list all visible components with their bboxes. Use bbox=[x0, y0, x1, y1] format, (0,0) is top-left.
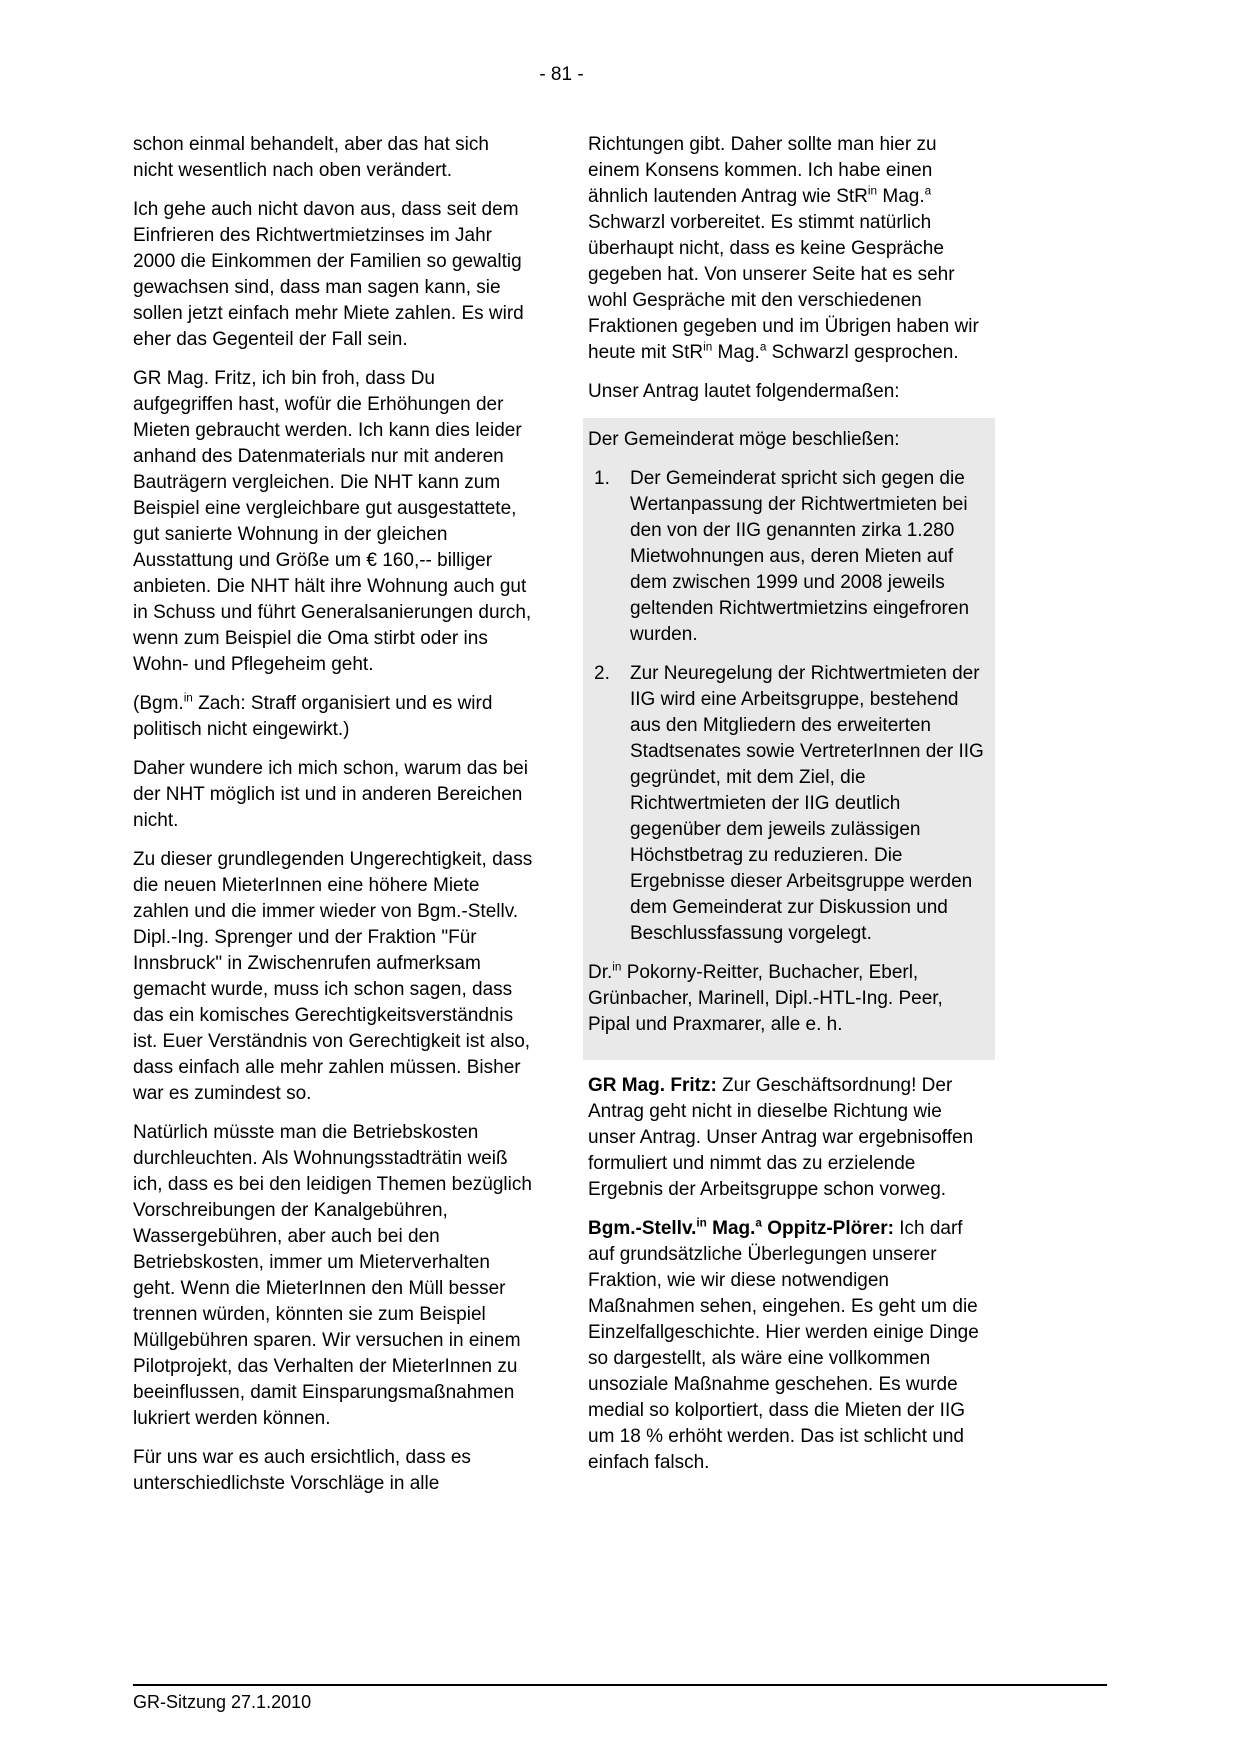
text-run: Zur Neuregelung der Richtwertmieten der IIG wird eine Arbeitsgruppe, bestehend aus den Mitgliedern des erweiterten Stadtsenates sowie VertreterInnen der IIG gegründet, mit dem Ziel, die Richtwertmieten der IIG deutlich gegenüber dem jeweils zulässigen Höchstbetrag zu reduzieren. Die Ergebnisse dieser Arbeitsgruppe werden dem Gemeinderat zur Diskussion und Beschlussfassung vorgelegt. bbox=[630, 663, 984, 944]
superscript-run: in bbox=[696, 1216, 707, 1230]
text-run: Der Gemeinderat möge beschließen: bbox=[588, 429, 900, 450]
text-run: schon einmal behandelt, aber das hat sich nicht wesentlich nach oben verändert. bbox=[133, 134, 489, 181]
text-run: Unser Antrag lautet folgendermaßen: bbox=[588, 381, 900, 402]
paragraph-left-1 bbox=[133, 132, 533, 184]
text-run: Mag. bbox=[706, 1218, 756, 1239]
motion-item-1-number: 1. bbox=[594, 468, 610, 489]
text-run: Für uns war es auch ersichtlich, dass es unterschiedlichste Vorschläge in alle bbox=[133, 1447, 471, 1494]
superscript-run: in bbox=[183, 691, 193, 705]
text-run: Oppitz-Plörer: bbox=[761, 1218, 894, 1239]
paragraph-left-3 bbox=[133, 366, 533, 678]
motion-item-2-text bbox=[630, 661, 990, 947]
two-column-body bbox=[133, 132, 990, 1510]
paragraph-left-7 bbox=[133, 1120, 533, 1432]
motion-item-2-number: 2. bbox=[594, 663, 610, 684]
text-run: Pokorny-Reitter, Buchacher, Eberl, Grünbacher, Marinell, Dipl.-HTL-Ing. Peer, Pipal und Praxmarer, alle e. h. bbox=[588, 962, 943, 1035]
text-run: Ich darf auf grundsätzliche Überlegungen unserer Fraktion, wie wir diese notwendigen Maßnahmen sehen, eingehen. Es geht um die Einzelfallgeschichte. Hier werden einige Dinge so dargestellt, als wäre eine vollkommen unsoziale Maßnahme geschehen. Es wurde medial so kolportiert, dass die Mieten der IIG um 18 % erhöht werden. Das ist schlicht und einfach falsch. bbox=[588, 1218, 979, 1473]
motion-box bbox=[583, 418, 995, 1060]
text-run: Richtungen gibt. Daher sollte man hier zu einem Konsens kommen. Ich habe einen ähnlich lautenden Antrag wie StR bbox=[588, 134, 937, 207]
paragraph-left-5 bbox=[133, 756, 533, 834]
motion-item-1-text bbox=[630, 466, 990, 648]
text-run: (Bgm. bbox=[133, 693, 184, 714]
paragraph-left-4-interjection bbox=[133, 691, 533, 743]
text-run: Mag. bbox=[877, 186, 925, 207]
paragraph-left-6 bbox=[133, 847, 533, 1107]
text-run: GR Mag. Fritz, ich bin froh, dass Du aufgegriffen hast, wofür die Erhöhungen der Mieten gebraucht werden. Ich kann dies leider anhand des Datenmaterials nur mit anderen Bauträgern vergleichen. Die NHT kann zum Beispiel eine vergleichbare gut ausgestattete, gut sanierte Wohnung in der gleichen Ausstattung und Größe um € 160,-- billiger anbieten. Die NHT hält ihre Wohnung auch gut in Schuss und führt Generalsanierungen durch, wenn zum Beispiel die Oma stirbt oder ins Wohn- und Pflegeheim geht. bbox=[133, 368, 532, 675]
right-column bbox=[588, 132, 990, 1489]
text-run: Mag. bbox=[712, 342, 760, 363]
text-run: Zur Geschäftsordnung! Der Antrag geht nicht in dieselbe Richtung wie unser Antrag. Unser Antrag war ergebnisoffen formuliert und nimmt das zu erzielende Ergebnis der Arbeitsgruppe schon vorweg. bbox=[588, 1075, 974, 1200]
page-number: - 81 - bbox=[539, 64, 584, 85]
text-run: Zach: Straff organisiert und es wird politisch nicht eingewirkt.) bbox=[133, 693, 493, 740]
text-run: Ich gehe auch nicht davon aus, dass seit dem Einfrieren des Richtwertmietzinses im Jahr 2000 die Einkommen der Familien so gewaltig gewachsen sind, dass man sagen kann, sie sollen jetzt einfach mehr Miete zahlen. Es wird eher das Gegenteil der Fall sein. bbox=[133, 199, 524, 350]
page-footer bbox=[133, 1684, 1107, 1713]
motion-item-1 bbox=[588, 466, 990, 648]
text-run: GR Mag. Fritz: bbox=[588, 1075, 717, 1096]
superscript-run: in bbox=[703, 340, 713, 354]
paragraph-left-2 bbox=[133, 197, 533, 353]
left-column bbox=[133, 132, 533, 1510]
text-run: Dr. bbox=[588, 962, 613, 983]
text-run: Schwarzl gesprochen. bbox=[766, 342, 959, 363]
motion-intro bbox=[588, 427, 990, 453]
superscript-run: in bbox=[867, 184, 878, 198]
superscript-run: in bbox=[612, 960, 622, 974]
text-run: Zu dieser grundlegenden Ungerechtigkeit, dass die neuen MieterInnen eine höhere Miete zahlen und die immer wieder von Bgm.-Stellv. Dipl.-Ing. Sprenger und der Fraktion "Für Innsbruck" in Zwischenrufen aufmerksam gemacht wurde, muss ich schon sagen, dass das ein komisches Gerechtigkeitsverständnis ist. Euer Verständnis von Gerechtigkeit ist also, dass einfach alle mehr zahlen müssen. Bisher war es zumindest so. bbox=[133, 849, 533, 1104]
paragraph-left-8 bbox=[133, 1445, 533, 1497]
paragraph-right-2 bbox=[588, 379, 990, 405]
paragraph-right-1 bbox=[588, 132, 990, 366]
paragraph-right-fritz bbox=[588, 1073, 990, 1203]
text-run: Bgm.-Stellv. bbox=[588, 1218, 697, 1239]
superscript-run: a bbox=[755, 1216, 762, 1230]
text-run: Daher wundere ich mich schon, warum das bei der NHT möglich ist und in anderen Bereichen nicht. bbox=[133, 758, 528, 831]
paragraph-right-oppitz-ploerer bbox=[588, 1216, 990, 1476]
footer-text: GR-Sitzung 27.1.2010 bbox=[133, 1692, 312, 1712]
footer-rule bbox=[133, 1684, 1107, 1686]
text-run: Der Gemeinderat spricht sich gegen die Wertanpassung der Richtwertmieten bei den von der IIG genannten zirka 1.280 Mietwohnungen aus, deren Mieten auf dem zwischen 1999 und 2008 jeweils geltenden Richtwertmietzins eingefroren wurden. bbox=[630, 468, 970, 645]
superscript-run: a bbox=[759, 340, 767, 354]
motion-signatories bbox=[588, 960, 990, 1038]
motion-item-2 bbox=[588, 661, 990, 947]
text-run: Schwarzl vorbereitet. Es stimmt natürlich überhaupt nicht, dass es keine Gespräche gegeben hat. Von unserer Seite hat es sehr wohl Gespräche mit den verschiedenen Fraktionen gegeben und im Übrigen haben wir heute mit StR bbox=[588, 212, 979, 363]
text-run: Natürlich müsste man die Betriebskosten durchleuchten. Als Wohnungsstadträtin weiß ich, dass es bei den leidigen Themen bezüglich Vorschreibungen der Kanalgebühren, Wassergebühren, aber auch bei den Betriebskosten, immer um Mieterverhalten geht. Wenn die MieterInnen den Müll besser trennen würden, könnten sie zum Beispiel Müllgebühren sparen. Wir versuchen in einem Pilotprojekt, das Verhalten der MieterInnen zu beeinflussen, damit Einsparungsmaßnahmen lukriert werden können. bbox=[133, 1122, 532, 1429]
superscript-run: a bbox=[924, 184, 932, 198]
